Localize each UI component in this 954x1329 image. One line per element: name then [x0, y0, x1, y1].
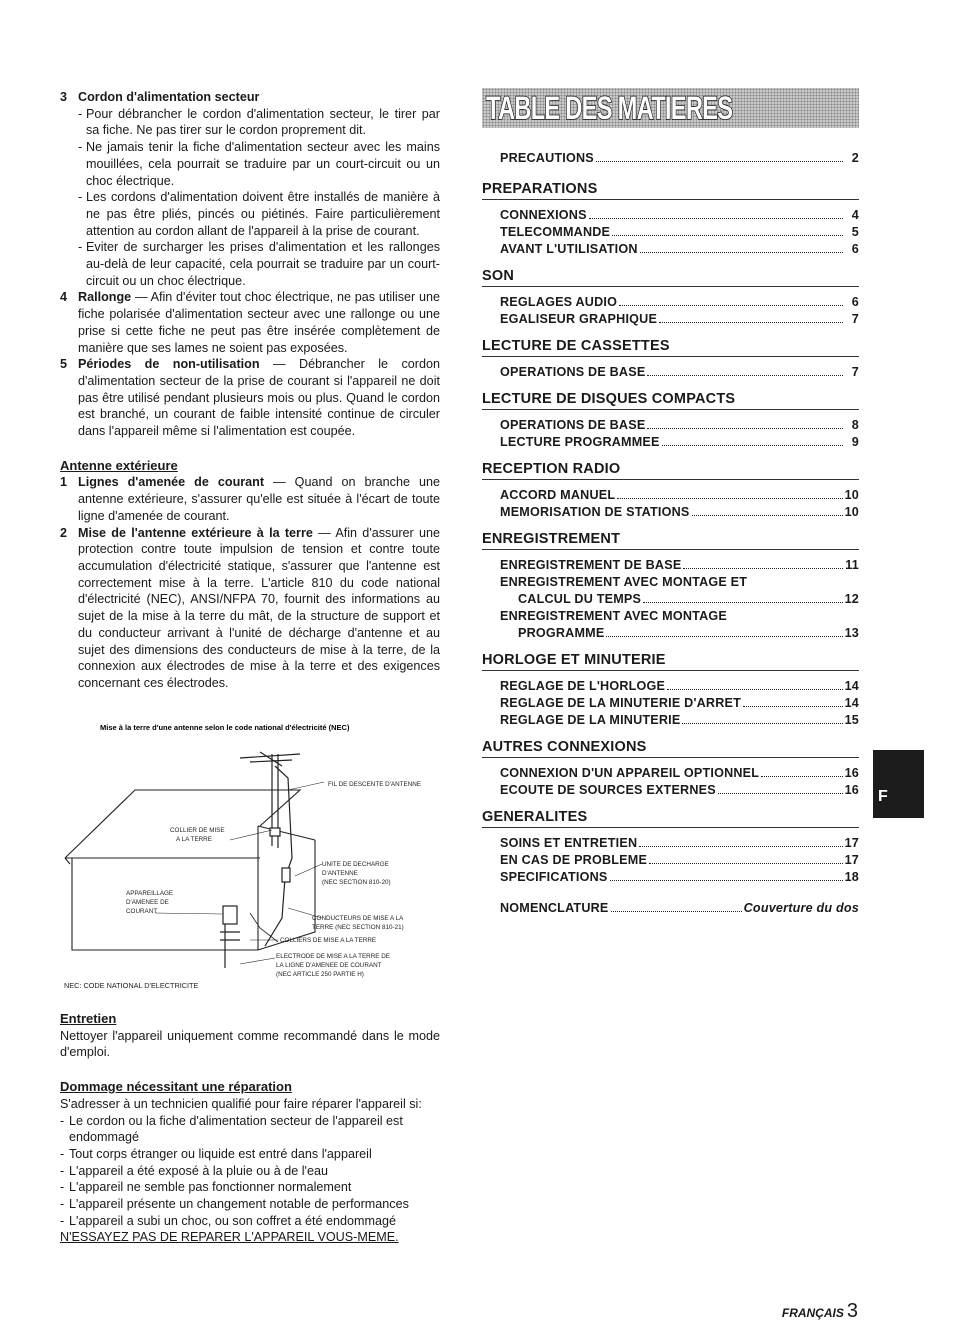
language-tab-letter: F — [878, 788, 888, 805]
toc-entry[interactable] — [482, 835, 859, 852]
toc-entry-precautions[interactable] — [482, 150, 859, 167]
toc-entry[interactable] — [482, 695, 859, 712]
toc-title: TABLE DES MATIERES — [486, 90, 733, 126]
grounding-diagram — [60, 718, 440, 998]
toc-section-heading: PREPARATIONS — [482, 181, 859, 200]
toc-entry-label: NOMENCLATURE — [500, 901, 609, 915]
maintenance-text: Nettoyer l'appareil uniquement comme recommandé dans le mode d'emploi. — [60, 1028, 440, 1060]
toc-entry[interactable] — [482, 364, 859, 381]
toc-entry-label: PROGRAMME — [518, 626, 605, 640]
toc-section-heading: AUTRES CONNEXIONS — [482, 739, 859, 758]
leader-dots — [659, 322, 843, 323]
toc-entry[interactable] — [482, 487, 859, 504]
toc-entry-label: CONNEXIONS — [500, 208, 587, 222]
toc-page-number: 10 — [844, 505, 859, 519]
leader-dots — [743, 706, 843, 707]
toc-entry-label: OPERATIONS DE BASE — [500, 418, 646, 432]
label-discharge-1: UNITE DE DECHARGE — [322, 861, 389, 868]
toc-banner — [482, 88, 859, 128]
toc-entry-label: MEMORISATION DE STATIONS — [500, 505, 690, 519]
toc-entry[interactable] — [482, 241, 859, 258]
toc-entry[interactable] — [482, 294, 859, 311]
toc-page-number: 17 — [844, 836, 859, 850]
diagram-labels — [64, 781, 421, 990]
toc-sections — [482, 181, 859, 886]
toc-page-number: 6 — [851, 242, 859, 256]
toc-entry-label: CONNEXION D'UN APPAREIL OPTIONNEL — [500, 766, 760, 780]
leader-dots — [612, 235, 843, 236]
label-discharge-2: D'ANTENNE — [322, 870, 358, 877]
toc-entry[interactable] — [482, 207, 859, 224]
item-text: — Débrancher le cordon d'alimentation secteur de la prise de courant si l'appareil ne doit pas être utilisé pendant plusieurs mois ou plus. Quand le cordon est branché, un courant de faible intensité continue de circuler dans l'appareil même si l'alimentation est coupée. — [78, 357, 441, 439]
toc-entry-label: REGLAGE DE LA MINUTERIE D'ARRET — [500, 696, 742, 710]
page-number: 3 — [846, 1300, 858, 1322]
toc-entry[interactable] — [482, 678, 859, 695]
toc-entry-label: TELECOMMANDE — [500, 225, 611, 239]
toc-section-heading: SON — [482, 268, 859, 287]
leader-dots — [649, 863, 843, 864]
toc-entry[interactable] — [482, 782, 859, 799]
toc-section — [482, 739, 859, 799]
list-item: - Tout corps étranger ou liquide est entré dans l'appareil — [60, 1146, 440, 1163]
leader-dots — [640, 252, 843, 253]
toc-entry[interactable] — [482, 504, 859, 521]
toc-page-number: 13 — [844, 626, 859, 640]
label-conductors-2: TERRE (NEC SECTION 810-21) — [312, 924, 404, 931]
label-electrode-3: (NEC ARTICLE 250 PARTIE H) — [276, 971, 364, 978]
leader-dots — [667, 689, 842, 690]
toc-section — [482, 181, 859, 258]
footer-language: FRANÇAIS — [781, 1306, 844, 1320]
leader-dots — [589, 218, 843, 219]
leader-dots — [692, 515, 843, 516]
toc-page-number: 8 — [851, 418, 859, 432]
toc-page-number: 7 — [851, 312, 859, 326]
toc-section — [482, 338, 859, 381]
toc-page-number: 10 — [844, 488, 859, 502]
leader-dots — [643, 602, 842, 603]
leader-dots — [647, 375, 843, 376]
item-number: 1 — [60, 475, 68, 490]
toc-section-heading: HORLOGE ET MINUTERIE — [482, 652, 859, 671]
toc-entry[interactable] — [482, 311, 859, 328]
label-discharge-3: (NEC SECTION 810-20) — [322, 879, 391, 886]
item-non-use — [60, 356, 440, 440]
language-tab — [873, 750, 924, 818]
list-item: - Les cordons d'alimentation doivent être installés de manière à ne pas être pliés, pincés ou piétinés. Faire particulièrement attention au cordon allant de l'appareil à la prise de courant. — [78, 189, 440, 239]
toc-page-number: 7 — [851, 365, 859, 379]
toc-page-number: 14 — [844, 696, 859, 710]
item-power-cord — [60, 89, 440, 106]
toc-page-number: 9 — [851, 435, 859, 449]
toc-page-number: 16 — [844, 783, 859, 797]
toc-entry[interactable] — [482, 625, 859, 642]
leader-dots — [611, 911, 742, 912]
toc-section-heading: ENREGISTREMENT — [482, 531, 859, 550]
toc-page-number: 18 — [844, 870, 859, 884]
toc-entry-label: ENREGISTREMENT DE BASE — [500, 558, 682, 572]
label-nec: NEC: CODE NATIONAL D'ELECTRICITE — [64, 981, 199, 990]
list-item: - Eviter de surcharger les prises d'alimentation et les rallonges au-delà de leur capacité, cela pourrait se traduire par un court-circuit ou un choc électrique. — [78, 239, 440, 289]
toc-entry[interactable] — [482, 591, 859, 608]
section-heading-damage: Dommage nécessitant une réparation — [60, 1079, 292, 1095]
leader-dots — [718, 793, 843, 794]
item-text: — Afin d'éviter tout choc électrique, ne pas utiliser une fiche polarisée d'alimentation secteur avec une rallonge ou une prise si cette fiche ne peut pas être insérée complètement de manière que ses lames ne soient pas exposées. — [78, 290, 440, 355]
toc-entry-label: REGLAGE DE LA MINUTERIE — [500, 713, 681, 727]
toc-entry-label: SPECIFICATIONS — [500, 870, 608, 884]
toc-page-number: 4 — [851, 208, 859, 222]
leader-dots — [683, 568, 843, 569]
leader-dots — [606, 636, 842, 637]
toc-section — [482, 652, 859, 729]
leader-dots — [610, 880, 843, 881]
toc-section-heading: RECEPTION RADIO — [482, 461, 859, 480]
toc-section-heading: GENERALITES — [482, 809, 859, 828]
toc-page-number: 17 — [844, 853, 859, 867]
toc-entry-label: REGLAGES AUDIO — [500, 295, 618, 309]
toc-page-number: 11 — [845, 558, 859, 572]
toc-section — [482, 531, 859, 642]
toc-entry-label: AVANT L'UTILISATION — [500, 242, 638, 256]
toc-entry-label: REGLAGE DE L'HORLOGE — [500, 679, 666, 693]
left-bottom — [60, 1011, 440, 1246]
toc-entry[interactable] — [482, 224, 859, 241]
label-conductors-1: CONDUCTEURS DE MISE A LA — [312, 915, 404, 922]
toc-page-number: 2 — [851, 151, 859, 165]
item-number: 4 — [60, 290, 68, 305]
label-service-2: D'AMENEE DE — [126, 899, 169, 906]
toc-entry[interactable] — [482, 765, 859, 782]
toc-entry-label: LECTURE PROGRAMMEE — [500, 435, 660, 449]
label-service-3: COURANT — [126, 908, 158, 915]
toc-entry[interactable] — [482, 712, 859, 729]
label-service-1: APPAREILLAGE — [126, 890, 174, 897]
toc-entry-nomenclature[interactable] — [482, 900, 859, 917]
section-heading-maintenance: Entretien — [60, 1011, 117, 1026]
diagram-caption: Mise à la terre d'une antenne selon le code national d'électricité (NEC) — [100, 723, 350, 732]
antenna-mast — [220, 752, 300, 968]
list-item: - L'appareil présente un changement notable de performances — [60, 1196, 440, 1213]
toc-section-heading: LECTURE DE CASSETTES — [482, 338, 859, 357]
item-grounding — [60, 525, 440, 692]
toc-entry[interactable] — [482, 417, 859, 434]
item-heading: Cordon d'alimentation secteur — [78, 90, 260, 104]
toc-entry-label[interactable]: ENREGISTREMENT AVEC MONTAGE ET — [500, 575, 748, 589]
leader-dots — [596, 161, 843, 162]
toc-entry[interactable] — [482, 557, 859, 574]
toc-section — [482, 391, 859, 451]
power-cord-bullets — [60, 106, 440, 290]
list-item: - L'appareil ne semble pas fonctionner normalement — [60, 1179, 440, 1196]
label-clamps: COLLIERS DE MISE A LA TERRE — [280, 937, 377, 944]
item-power-lines — [60, 474, 440, 524]
left-column — [60, 89, 440, 692]
leader-dots — [639, 846, 842, 847]
leader-dots — [617, 498, 842, 499]
toc-entry[interactable] — [482, 434, 859, 451]
toc-section — [482, 461, 859, 521]
item-number: 5 — [60, 357, 68, 372]
page-footer — [782, 1300, 858, 1323]
toc-entry-label: PRECAUTIONS — [500, 151, 594, 165]
label-clamp-1: COLLIER DE MISE — [170, 827, 225, 834]
toc-entry-label: CALCUL DU TEMPS — [518, 592, 642, 606]
item-heading: Rallonge — [78, 290, 132, 305]
toc-section — [482, 809, 859, 886]
toc-section — [482, 268, 859, 328]
list-item: - Le cordon ou la fiche d'alimentation secteur de l'appareil est endommagé — [60, 1113, 440, 1146]
toc-entry-label: SOINS ET ENTRETIEN — [500, 836, 638, 850]
item-heading: Périodes de non-utilisation — [78, 357, 260, 372]
list-item: - Ne jamais tenir la fiche d'alimentation secteur avec les mains mouillées, cela pourrait se traduire par un court-circuit ou un choc électrique. — [78, 139, 440, 189]
item-extension — [60, 289, 440, 356]
item-heading: Lignes d'amenée de courant — [78, 475, 265, 490]
toc-page-number: 12 — [844, 592, 859, 606]
toc-entry-label: OPERATIONS DE BASE — [500, 365, 646, 379]
label-electrode-1: ELECTRODE DE MISE A LA TERRE DE — [276, 953, 390, 960]
label-clamp-2: A LA TERRE — [176, 836, 212, 843]
label-lead-wire: FIL DE DESCENTE D'ANTENNE — [328, 781, 421, 788]
toc-entry-label: EN CAS DE PROBLEME — [500, 853, 648, 867]
item-text: — Quand on branche une antenne extérieure, s'assurer qu'elle est située à l'écart de toute ligne d'amenée de courant. — [78, 475, 440, 523]
toc-section-heading: LECTURE DE DISQUES COMPACTS — [482, 391, 859, 410]
toc-page-number: 14 — [844, 679, 859, 693]
grounding-diagram-svg — [60, 718, 440, 998]
repair-warning: N'ESSAYEZ PAS DE REPARER L'APPAREIL VOUS-MEME. — [60, 1230, 399, 1245]
toc-page-number: 15 — [844, 713, 859, 727]
item-number: 2 — [60, 525, 68, 540]
list-item: - L'appareil a subi un choc, ou son coffret a été endommagé — [60, 1213, 440, 1230]
toc-entry-label: EGALISEUR GRAPHIQUE — [500, 312, 658, 326]
leader-dots — [647, 428, 843, 429]
toc-page-number: 6 — [851, 295, 859, 309]
leader-dots — [761, 776, 842, 777]
toc-entry-label: ACCORD MANUEL — [500, 488, 616, 502]
label-electrode-2: LA LIGNE D'AMENEE DE COURANT — [276, 962, 382, 969]
damage-list — [60, 1113, 440, 1230]
toc-entry-label[interactable]: ENREGISTREMENT AVEC MONTAGE — [500, 609, 727, 623]
toc-entry[interactable] — [482, 852, 859, 869]
damage-intro: S'adresser à un technicien qualifié pour faire réparer l'appareil si: — [60, 1096, 422, 1111]
toc-page-number: 5 — [851, 225, 859, 239]
toc-entry[interactable] — [482, 869, 859, 886]
list-item: - L'appareil a été exposé à la pluie ou à de l'eau — [60, 1163, 440, 1180]
table-of-contents — [482, 150, 859, 917]
toc-page-number: 16 — [844, 766, 859, 780]
leader-dots — [682, 723, 842, 724]
toc-page-number: Couverture du dos — [743, 901, 859, 915]
list-item: - Pour débrancher le cordon d'alimentation secteur, le tirer par sa fiche. Ne pas tirer sur le cordon proprement dit. — [78, 106, 440, 139]
item-text: — Afin d'assurer une protection contre toute impulsion de tension et contre toute accumulation d'électricité statique, s'assurer que l'antenne est correctement mise à la terre. L'article 810 du code national d'électricité (NEC), ANSI/NFPA 70, fournit des informations au sujet de la mise à la terre du mât, de la structure de support et du conducteur arrivant à l'unité de décharge d'antenne et au sujet des dimensions des conducteurs de mise à la terre, de la connexion aux électrodes de mise à la terre et des exigences concernant ces électrodes. — [78, 525, 441, 690]
toc-entry-label: ECOUTE DE SOURCES EXTERNES — [500, 783, 716, 797]
section-heading-antenna: Antenne extérieure — [60, 457, 178, 473]
leader-dots — [619, 305, 843, 306]
leader-dots — [662, 445, 843, 446]
item-number: 3 — [60, 90, 68, 104]
item-heading: Mise de l'antenne extérieure à la terre — [78, 525, 313, 540]
